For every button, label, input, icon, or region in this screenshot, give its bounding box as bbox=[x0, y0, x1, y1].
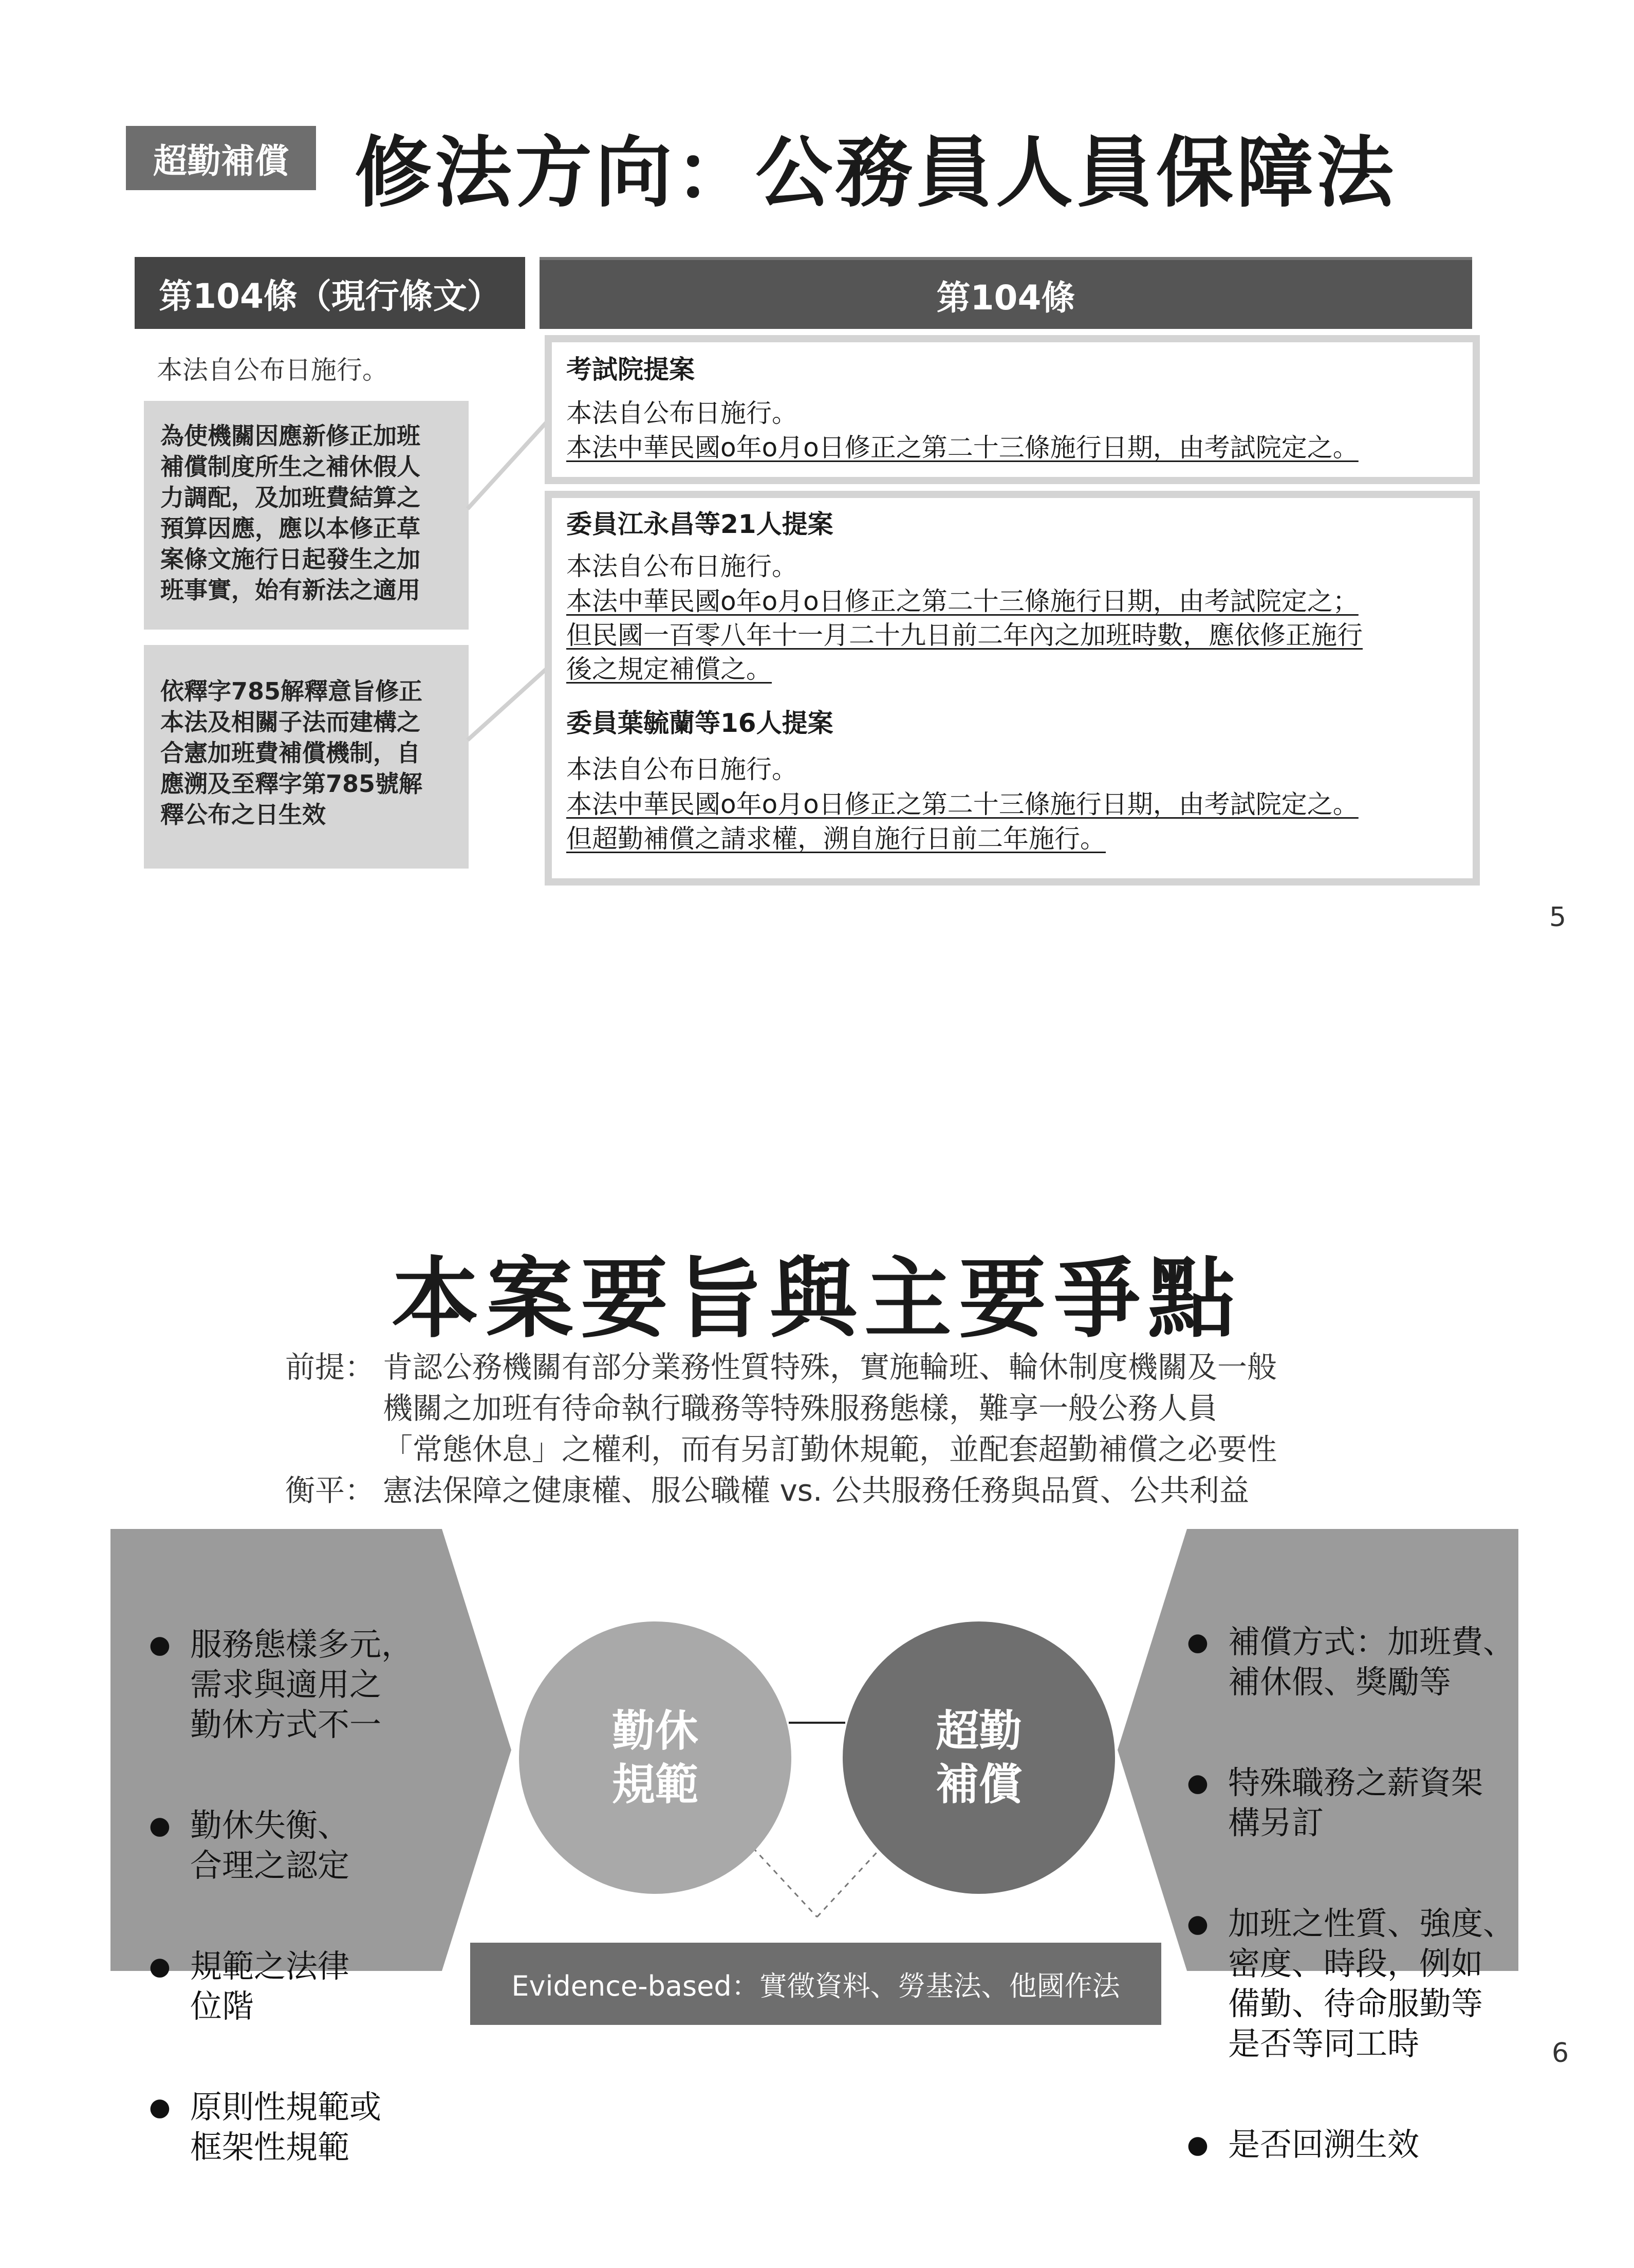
note1-line: 補償制度所生之補休假人 bbox=[160, 453, 420, 481]
left-issue-list bbox=[149, 1544, 468, 2268]
right-issue-item: ● 特殊職務之薪資架 構另訂 bbox=[1187, 1763, 1521, 1843]
note1-line: 為使機關因應新修正加班 bbox=[160, 422, 420, 450]
note2-line: 依釋字785解釋意旨修正 bbox=[160, 677, 423, 705]
note2-line: 釋公布之日生效 bbox=[160, 801, 326, 828]
premise-line: 「常態休息」之權利，而有另訂勤休規範，並配套超勤補償之必要性 bbox=[383, 1432, 1277, 1467]
left-issue-item: ● 服務態樣多元， 需求與適用之 勤休方式不一 bbox=[149, 1625, 468, 1745]
note1-line: 班事實，始有新法之適用 bbox=[160, 576, 420, 604]
proposal-line: 但民國一百零八年十一月二十九日前二年內之加班時數，應依修正施行 bbox=[566, 620, 1363, 650]
proposal-line: 後之規定補償之。 bbox=[566, 654, 772, 684]
premise-line: 機關之加班有待命執行職務等特殊服務態樣，難享一般公務人員 bbox=[383, 1391, 1218, 1426]
proposal-line: 本法自公布日施行。 bbox=[566, 551, 797, 581]
right-issue-item: ● 補償方式：加班費、 補休假、獎勵等 bbox=[1187, 1622, 1521, 1702]
section-tag: 超勤補償 bbox=[126, 126, 316, 190]
left-issue-item: ● 勤休失衡、 合理之認定 bbox=[149, 1805, 468, 1886]
current-article-text: 本法自公布日施行。 bbox=[157, 355, 388, 385]
note2-line: 合憲加班費補償機制，自 bbox=[160, 739, 420, 767]
proposal-line: 本法自公布日施行。 bbox=[566, 398, 797, 428]
proposal-panel-legislators bbox=[545, 491, 1480, 886]
left-issue-item: ● 原則性規範或 框架性規範 bbox=[149, 2087, 468, 2167]
proposal-line: 本法中華民國o年o月o日修正之第二十三條施行日期，由考試院定之。 bbox=[566, 789, 1359, 819]
slide5-title: 修法方向：公務員人員保障法 bbox=[355, 128, 1397, 218]
balance-text: 憲法保障之健康權、服公職權 vs. 公共服務任務與品質、公共利益 bbox=[383, 1473, 1249, 1508]
circle-overtime-compensation: 超勤 補償 bbox=[843, 1621, 1115, 1894]
right-issue-item: ● 加班之性質、強度、 密度、時段，例如 備勤、待命服勤等 是否等同工時 bbox=[1187, 1904, 1521, 2064]
proposal-head: 委員葉毓蘭等16人提案 bbox=[566, 708, 833, 738]
right-issue-list bbox=[1187, 1542, 1521, 2265]
proposal-line: 本法自公布日施行。 bbox=[566, 754, 797, 784]
note-box-1 bbox=[144, 401, 469, 630]
evidence-banner: Evidence-based：實徵資料、勞基法、他國作法 bbox=[470, 1943, 1161, 2025]
proposal-line: 但超勤補償之請求權，溯自施行日前二年施行。 bbox=[566, 824, 1106, 854]
circle-work-rest-norms: 勤休 規範 bbox=[519, 1621, 791, 1894]
proposal-head: 考試院提案 bbox=[566, 355, 695, 384]
premise-line: 肯認公務機關有部分業務性質特殊，實施輪班、輪休制度機關及一般 bbox=[383, 1350, 1277, 1385]
proposal-head: 委員江永昌等21人提案 bbox=[566, 509, 833, 539]
slide6-title: 本案要旨與主要爭點 bbox=[391, 1248, 1242, 1350]
current-article-header: 第104條（現行條文） bbox=[135, 257, 525, 329]
note1-line: 預算因應，應以本修正草 bbox=[160, 514, 420, 542]
note1-line: 案條文施行日起發生之加 bbox=[160, 545, 420, 573]
note2-line: 本法及相關子法而建構之 bbox=[160, 708, 420, 736]
proposal-line: 本法中華民國o年o月o日修正之第二十三條施行日期，由考試院定之。 bbox=[566, 433, 1359, 463]
page-number: 6 bbox=[1552, 2038, 1569, 2069]
premise-label: 前提： bbox=[285, 1350, 375, 1385]
note-box-2 bbox=[144, 645, 469, 869]
left-issue-item: ● 規範之法律 位階 bbox=[149, 1946, 468, 2026]
balance-label: 衡平： bbox=[285, 1473, 375, 1508]
proposal-panel-exam-yuan bbox=[545, 335, 1480, 484]
proposed-article-header: 第104條 bbox=[540, 257, 1472, 329]
note1-line: 力調配，及加班費結算之 bbox=[160, 484, 420, 511]
proposal-line: 本法中華民國o年o月o日修正之第二十三條施行日期，由考試院定之； bbox=[566, 586, 1359, 616]
note2-line: 應溯及至釋字第785號解 bbox=[160, 770, 423, 798]
page-number: 5 bbox=[1549, 902, 1567, 933]
right-issue-item: ● 是否回溯生效 bbox=[1187, 2125, 1521, 2165]
connector-lines bbox=[462, 411, 555, 771]
